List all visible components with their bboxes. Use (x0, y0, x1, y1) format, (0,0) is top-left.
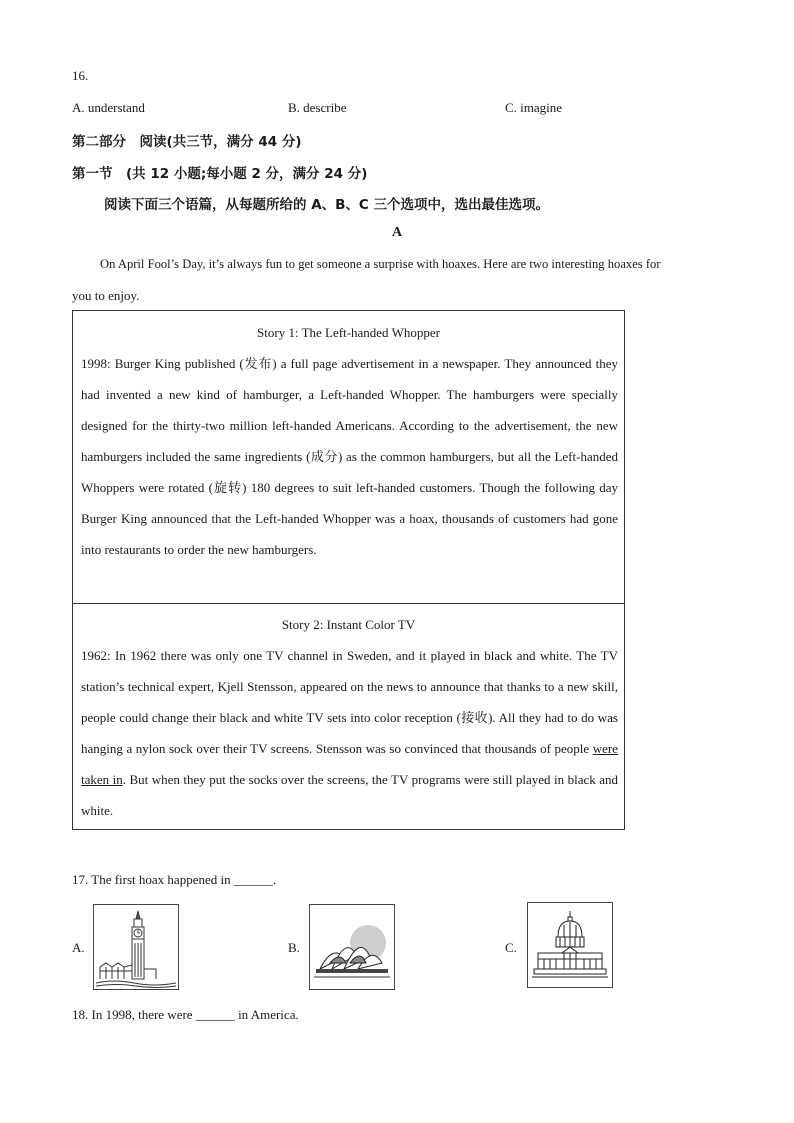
underlined-phrase: were taken in (81, 741, 618, 787)
sydney-opera-house-icon (310, 905, 394, 989)
intro-line-1: On April Fool’s Day, it’s always fun to get someone a surprise with hoaxes. Here are two interesting hoaxes for (100, 257, 661, 271)
story-table (72, 310, 625, 830)
question-17: 17. The first hoax happened in ______. (72, 872, 277, 887)
section-heading: 第一节 (共 12 小题;每小题 2 分，满分 24 分) (72, 166, 368, 182)
question-18: 18. In 1998, there were ______ in America. (72, 1007, 299, 1022)
question-16-number: 16. (72, 68, 89, 83)
q17-option-c-picture[interactable] (527, 902, 613, 988)
q17-option-a-picture[interactable] (93, 904, 179, 990)
q16-option-c[interactable]: C. imagine (505, 100, 563, 115)
q16-option-b[interactable]: B. describe (288, 100, 347, 115)
q17-option-b-picture[interactable] (309, 904, 395, 990)
part-heading: 第二部分 阅读(共三节，满分 44 分) (72, 134, 302, 150)
q17-option-c-letter[interactable]: C. (505, 940, 517, 955)
story-2-body (81, 640, 618, 826)
story-1-title: Story 1: The Left-handed Whopper (257, 325, 440, 340)
story-2-title: Story 2: Instant Color TV (281, 617, 416, 632)
story-1-body: 1998: Burger King published (发布) a full page advertisement in a newspaper. They announced they had invented a new kind of hamburger, a Left-handed Whopper. The hamburgers were specially designed for the thirty-two million left-handed Americans. According to the advertisement, the new hamburgers included the same ingredients (成分) as the common hamburgers, but all the Left-handed Whoppers were rotated (旋转) 180 degrees to suit left-handed customers. Though the following day Burger King announced that the Left-handed Whopper was a hoax, thousands of customers had gone into restaurants to order the new hamburgers. (81, 356, 618, 557)
story-2-text-after: . But when they put the socks over the screens, the TV programs were still played in black and white. (81, 772, 619, 818)
capitol-building-icon (528, 903, 612, 987)
intro-line-2: you to enjoy. (72, 288, 140, 303)
story-divider (73, 603, 624, 604)
q17-option-b-letter[interactable]: B. (288, 940, 300, 955)
big-ben-icon (94, 905, 178, 989)
passage-label: A (391, 225, 403, 240)
reading-instruction: 阅读下面三个语篇，从每题所给的 A、B、C 三个选项中，选出最佳选项。 (104, 197, 550, 213)
q16-option-a[interactable]: A. understand (72, 100, 145, 115)
q17-option-a-letter[interactable]: A. (72, 940, 85, 955)
story-2-text-before: 1962: In 1962 there was only one TV channel in Sweden, and it played in black and white. The TV station’s technical expert, Kjell Stensson, appeared on the news to announce that thanks to a new skill, people could change their black and white TV sets into color reception (接收). All they had to do was hanging a nylon sock over their TV screens. Stensson was so convinced that thousands of people (81, 648, 618, 756)
